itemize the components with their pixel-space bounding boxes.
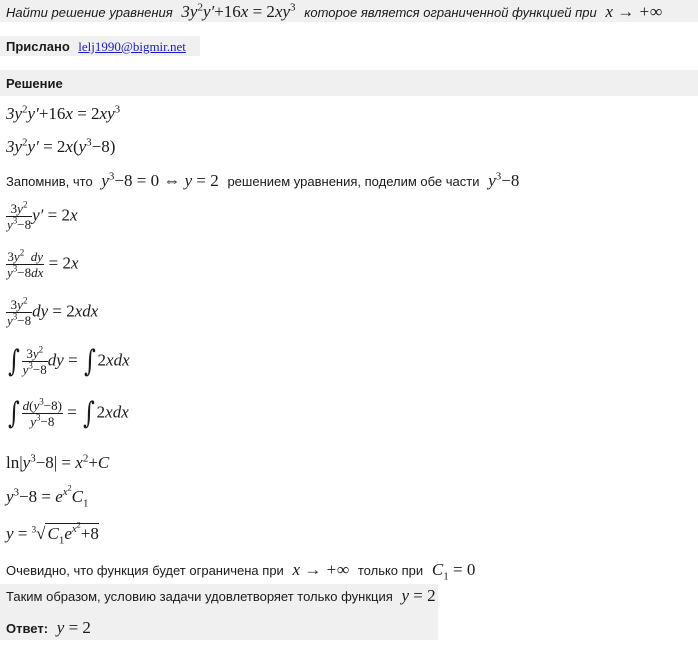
step-equation-3: $\frac{3y^2}{y^3-8}$ y′ = 2x: [7, 199, 78, 232]
problem-equation: $3y^2y'+16x = 2xy^3$: [181, 1, 296, 21]
answer-value: y = 2: [56, 618, 91, 637]
note-bounded-limit: x → +∞: [288, 560, 354, 579]
problem-prefix: Найти решение уравнения: [6, 5, 173, 20]
answer-label: Ответ:: [6, 621, 49, 636]
note-bounded: [6, 560, 476, 583]
note-remember-divisor: $y^3-8$: [488, 170, 520, 190]
note-bounded-condition: $C_1 = 0$: [431, 560, 476, 583]
step-equation-4: $\frac{3y^2 dy}{y^3-8dx}$ = 2x: [7, 247, 79, 280]
conclusion-text: Таким образом, условию задачи удовлетворяет только функция: [6, 589, 393, 604]
note-remember-before: Запомнив, что: [6, 174, 93, 189]
problem-limit: x → +∞: [601, 2, 663, 21]
step-equation-9: $y^3-8 = e^{x^2}C_1$: [6, 483, 89, 510]
note-remember-after: решением уравнения, поделим обе части: [227, 174, 480, 189]
step-equation-6: ∫ $\frac{3y^2}{y^3-8}$ dy = ∫ 2xdx: [7, 344, 130, 379]
note-remember: [6, 171, 519, 191]
note-bounded-before: Очевидно, что функция будет ограничена при: [6, 563, 284, 578]
step-equation-8: $\ln|y^3-8| = x^2+C$: [6, 452, 110, 472]
answer-line: [6, 618, 91, 638]
conclusion-line: [6, 586, 436, 606]
problem-statement: [6, 2, 662, 22]
solution-heading: Решение: [6, 76, 63, 91]
sender-label: Прислано: [6, 39, 70, 54]
step-equation-2: $3y^2y' = 2x(y^3-8)$: [6, 136, 116, 156]
solution-heading-band: [0, 70, 698, 96]
note-remember-math: $y^3-8 = 0$ ⇔ y = 2: [101, 170, 223, 190]
step-equation-1: $3y^2y'+16x = 2xy^3$: [6, 103, 121, 123]
sender-email-link[interactable]: lelj1990@bigmir.net: [78, 39, 186, 54]
note-bounded-middle: только при: [357, 563, 424, 578]
step-equation-7: ∫ $\frac{d(y^3-8)}{y^3-8}$ = ∫ 2xdx: [7, 396, 129, 431]
problem-suffix: которое является ограниченной функцией при: [304, 5, 597, 20]
step-equation-10: y = $^3$√ $C_1e^{x^2}+8$: [6, 520, 99, 547]
conclusion-function: y = 2: [401, 586, 436, 605]
step-equation-5: $\frac{3y^2}{y^3-8}$ dy = 2xdx: [7, 295, 99, 328]
sender-line: [6, 38, 186, 56]
